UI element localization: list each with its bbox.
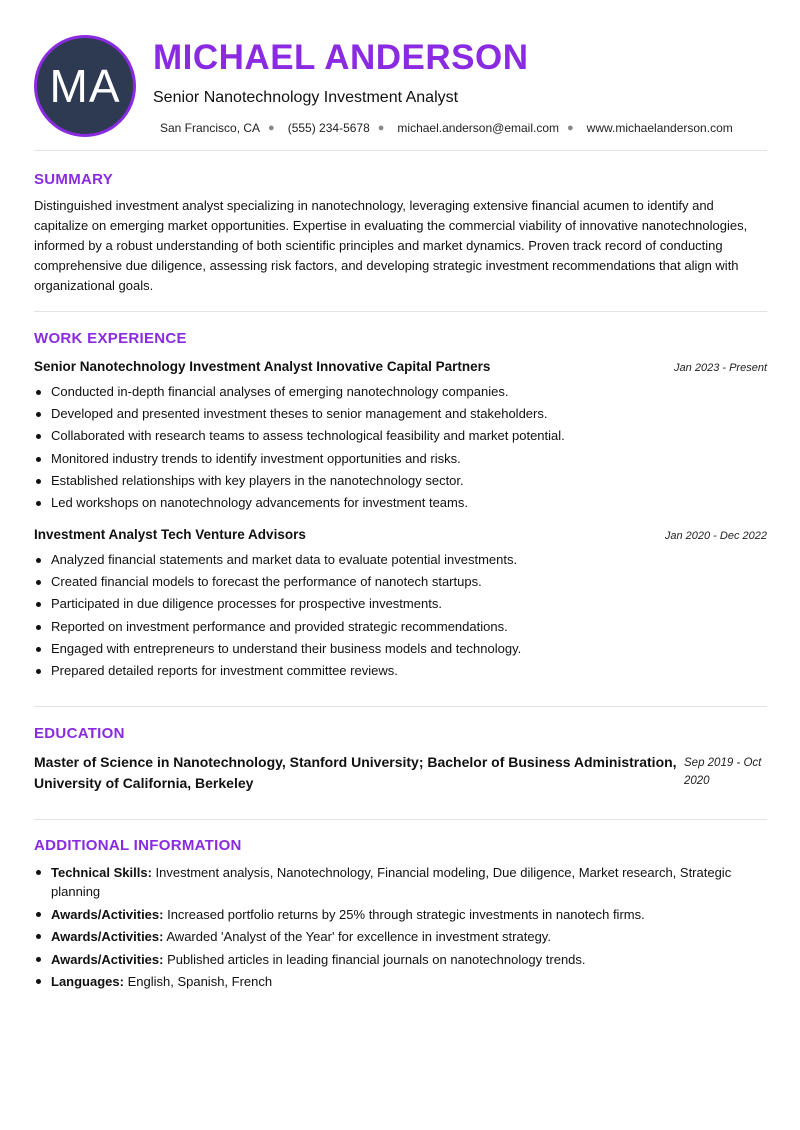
item-text: Investment analysis, Nanotechnology, Financial modeling, Due diligence, Market research, Strategic planning (51, 865, 732, 899)
list-item: Analyzed financial statements and market data to evaluate potential investments. (34, 549, 521, 571)
list-item: Prepared detailed reports for investment committee reviews. (34, 660, 521, 682)
list-item: Developed and presented investment theses to senior management and stakeholders. (34, 403, 565, 425)
item-label: Awards/Activities: (51, 951, 164, 967)
separator-dot-icon: ● (268, 122, 275, 134)
summary-text: Distinguished investment analyst specializing in nanotechnology, leveraging extensive financial acumen to identify and capitalize on emerging market opportunities. Expertise in evaluating the commercial viability of innovative nanotechnologies, informed by a robust understanding of both scientific principles and market dynamics. Proven track record of conducting comprehensive due diligence, assessing risk factors, and developing strategic investment recommendations that align with organizational goals. (34, 198, 748, 293)
list-item: Created financial models to forecast the performance of nanotech startups. (34, 571, 521, 593)
education-heading: EDUCATION (34, 725, 125, 742)
education-degree: Master of Science in Nanotechnology, Stanford University; Bachelor of Business Administration, University of California, Berkeley (34, 754, 677, 791)
contact-website[interactable]: www.michaelanderson.com (586, 121, 733, 135)
list-item (34, 905, 759, 924)
job-header (34, 527, 767, 542)
contact-email[interactable]: michael.anderson@email.com (397, 121, 560, 135)
additional-list (34, 863, 759, 995)
job-date: Jan 2020 - Dec 2022 (664, 530, 767, 542)
avatar-initials: MA (49, 60, 121, 112)
education-date: Sep 2019 - Oct 2020 (684, 757, 762, 787)
list-item: Engaged with entrepreneurs to understand their business models and technology. (34, 638, 521, 660)
list-item: Participated in due diligence processes for prospective investments. (34, 593, 521, 615)
list-item: Led workshops on nanotechnology advancements for investment teams. (34, 492, 565, 514)
job-bullets (34, 549, 521, 682)
item-label: Awards/Activities: (51, 929, 164, 944)
avatar (34, 35, 136, 137)
contact-bar (160, 121, 733, 135)
candidate-name: MICHAEL ANDERSON (153, 38, 529, 77)
list-item: Monitored industry trends to identify investment opportunities and risks. (34, 448, 565, 470)
summary-heading: SUMMARY (34, 171, 114, 188)
candidate-title: Senior Nanotechnology Investment Analyst (153, 89, 459, 106)
divider (34, 706, 767, 707)
divider (34, 311, 767, 312)
item-label: Awards/Activities: (51, 906, 164, 922)
job-bullets (34, 381, 565, 514)
separator-dot-icon: ● (567, 122, 574, 134)
job-date: Jan 2023 - Present (674, 362, 767, 374)
additional-heading: ADDITIONAL INFORMATION (34, 837, 242, 854)
contact-phone: (555) 234-5678 (287, 121, 370, 135)
list-item (34, 972, 759, 991)
job-role: Senior Nanotechnology Investment Analyst Innovative Capital Partners (34, 359, 491, 374)
item-text: Awarded 'Analyst of the Year' for excellence in investment strategy. (163, 929, 551, 944)
job-header (34, 359, 767, 374)
experience-heading: WORK EXPERIENCE (34, 330, 187, 347)
divider (34, 819, 767, 820)
item-text: Published articles in leading financial journals on nanotechnology trends. (163, 951, 586, 967)
job-role: Investment Analyst Tech Venture Advisors (34, 527, 306, 542)
list-item (34, 863, 759, 901)
list-item: Conducted in-depth financial analyses of emerging nanotechnology companies. (34, 381, 565, 403)
contact-location: San Francisco, CA (160, 121, 261, 135)
separator-dot-icon: ● (377, 122, 385, 134)
list-item (34, 927, 759, 946)
list-item (34, 950, 759, 969)
list-item: Reported on investment performance and provided strategic recommendations. (34, 616, 521, 638)
divider (34, 150, 767, 151)
item-label: Languages: (51, 974, 124, 989)
item-text: Increased portfolio returns by 25% through strategic investments in nanotech firms. (163, 906, 645, 922)
list-item: Established relationships with key players in the nanotechnology sector. (34, 470, 565, 492)
item-text: English, Spanish, French (123, 974, 273, 989)
list-item: Collaborated with research teams to assess technological feasibility and market potential. (34, 425, 565, 447)
item-label: Technical Skills: (51, 865, 152, 880)
